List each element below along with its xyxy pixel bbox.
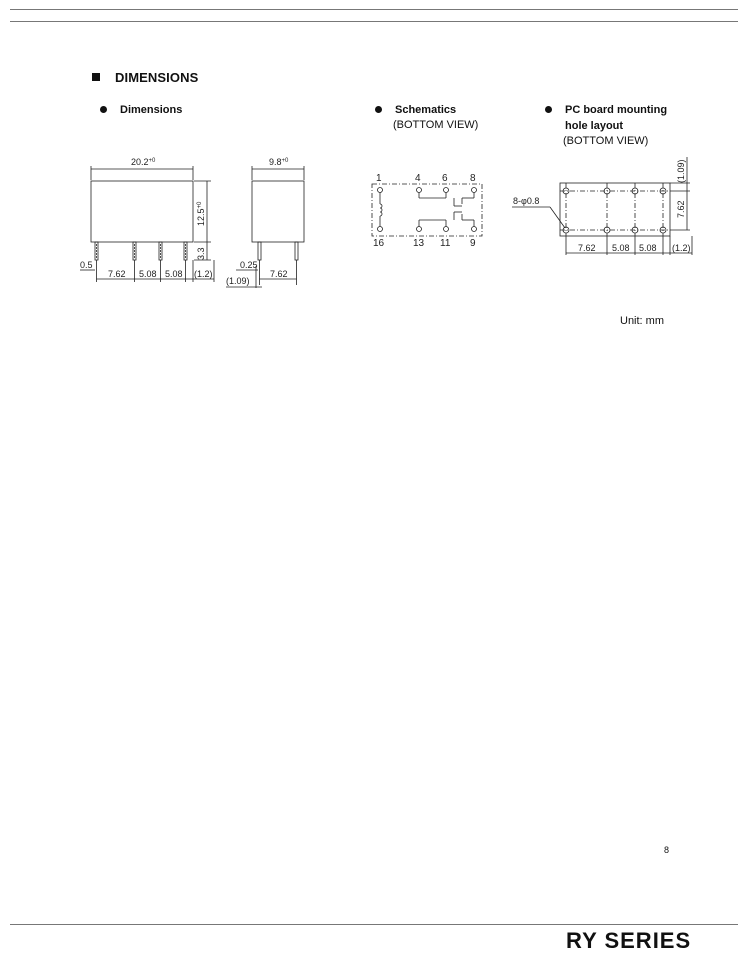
side-pin-left: [258, 242, 261, 260]
schematic-pin-6: 6: [442, 173, 448, 184]
relay-body-side: [252, 181, 304, 242]
coil-icon: [380, 204, 382, 216]
subheading-pcb-note: (BOTTOM VIEW): [563, 135, 649, 147]
side-pin-right: [295, 242, 298, 260]
schematic-drawing: [366, 168, 491, 250]
schematic-outline: [372, 184, 482, 236]
subheading-schematics-title: Schematics: [395, 104, 457, 116]
subheading-dimensions: [120, 102, 182, 118]
front-pitch-1: 7.62: [108, 269, 126, 279]
pcb-row-pitch: 7.62: [676, 200, 686, 218]
bullet-icon: [375, 106, 382, 113]
side-width-label: $9.8^{+0}$: [269, 157, 289, 167]
subheading-pcb-title-2: hole layout: [565, 120, 624, 132]
square-bullet-icon: [92, 73, 100, 81]
front-pin-width: 0.5: [80, 260, 93, 270]
schematic-pin-9: 9: [470, 238, 476, 249]
header-rule-top: [10, 9, 738, 10]
front-pin-length: 3.3: [196, 247, 206, 260]
section-heading: [92, 70, 198, 85]
relay-body-front: [91, 181, 193, 242]
subheading-schematics-note: (BOTTOM VIEW): [393, 119, 479, 131]
schematic-pin-11: 11: [440, 238, 451, 249]
front-width-label: $20.2^{+0}$: [131, 157, 156, 167]
schematic-pin-4: 4: [415, 173, 421, 184]
unit-label: Unit: mm: [620, 315, 664, 327]
pcb-offset: (1.09): [676, 159, 686, 183]
front-pitch-3: 5.08: [165, 269, 183, 279]
front-pitch-2: 5.08: [139, 269, 157, 279]
front-end-offset: (1.2): [194, 269, 213, 279]
pcb-end-offset: (1.2): [672, 243, 691, 253]
side-pitch: 7.62: [270, 269, 288, 279]
page-number: 8: [664, 845, 670, 855]
bullet-icon: [100, 106, 107, 113]
header-rule-bottom: [10, 21, 738, 22]
pcb-pitch-1: 7.62: [578, 243, 596, 253]
subheading-pcb: [565, 102, 667, 149]
side-pin-thickness: 0.25: [240, 260, 258, 270]
subheading-schematics: [395, 102, 478, 133]
pcb-pitch-3: 5.08: [639, 243, 657, 253]
bullet-icon: [545, 106, 552, 113]
footer-rule: [10, 924, 738, 925]
pcb-hole-label: 8-φ0.8: [513, 196, 540, 206]
section-title: DIMENSIONS: [115, 70, 199, 85]
side-view-drawing: [222, 150, 312, 290]
pcb-layout-drawing: [510, 155, 695, 265]
footer-series: RY SERIES: [566, 928, 692, 953]
schematic-pin-16: 16: [373, 238, 385, 249]
side-offset: (1.09): [226, 276, 250, 286]
front-view-drawing: [76, 150, 226, 290]
subheading-dimensions-title: Dimensions: [120, 104, 183, 116]
subheading-pcb-title-1: PC board mounting: [565, 104, 668, 116]
front-height-label: $12.5^{+0}$: [196, 201, 206, 226]
schematic-pin-1: 1: [376, 173, 382, 184]
schematic-pin-8: 8: [470, 173, 476, 184]
pcb-pitch-2: 5.08: [612, 243, 630, 253]
schematic-pin-13: 13: [413, 238, 425, 249]
